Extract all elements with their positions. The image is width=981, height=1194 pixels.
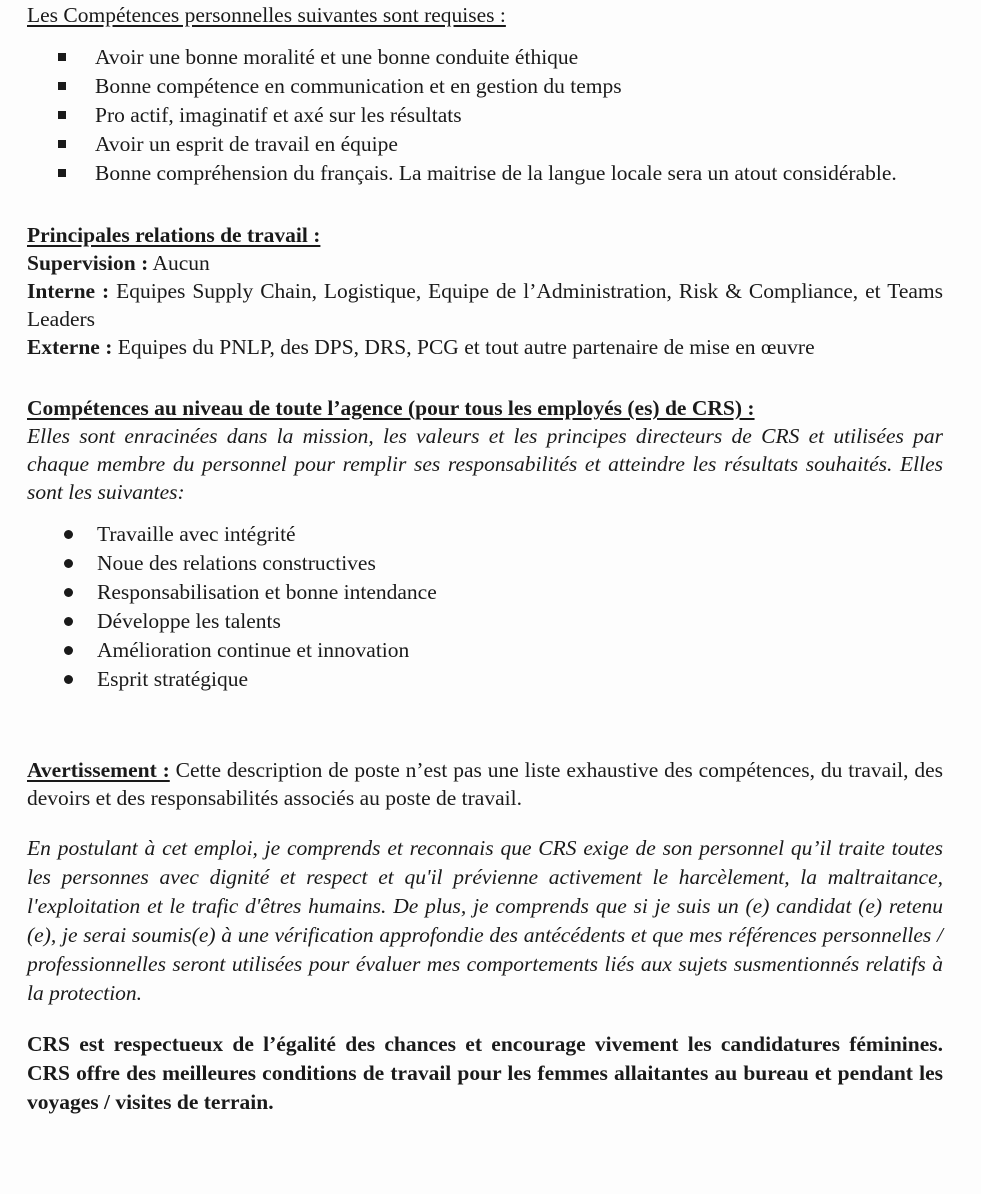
disclaimer-paragraph [27, 756, 943, 812]
list-item [97, 665, 962, 694]
list-item-label: Avoir un esprit de travail en équipe [95, 132, 398, 156]
round-bullet-icon [64, 588, 73, 597]
round-bullet-icon [64, 646, 73, 655]
list-item-label: Responsabilisation et bonne intendance [97, 580, 437, 604]
list-item-label: Travaille avec intégrité [97, 522, 296, 546]
agency-competencies-list [27, 520, 962, 694]
section-safeguarding-statement [27, 834, 962, 1008]
list-item-label: Pro actif, imaginatif et axé sur les résultats [95, 103, 462, 127]
list-item-label: Amélioration continue et innovation [97, 638, 410, 662]
supervision-value: Aucun [152, 251, 210, 275]
list-item [95, 72, 962, 101]
spacer [27, 694, 962, 756]
list-item [95, 101, 962, 130]
list-item [95, 159, 943, 188]
list-item [97, 578, 962, 607]
section-disclaimer [27, 756, 962, 812]
equal-opportunity-paragraph: CRS est respectueux de l’égalité des chances et encourage vivement les candidatures féminines. CRS offre des meilleures conditions de travail pour les femmes allaitantes au bureau et pendant les voyages / visites de terrain. [27, 1032, 943, 1114]
list-item [97, 549, 962, 578]
list-item-label: Noue des relations constructives [97, 551, 376, 575]
list-item [95, 130, 962, 159]
section-agency-competencies [27, 395, 962, 694]
supervision-label: Supervision : [27, 251, 149, 275]
interne-row [27, 277, 943, 333]
square-bullet-icon [58, 53, 66, 61]
section-personal-skills [27, 0, 962, 188]
spacer [27, 29, 962, 43]
square-bullet-icon [58, 169, 66, 177]
square-bullet-icon [58, 82, 66, 90]
round-bullet-icon [64, 675, 73, 684]
personal-skills-heading: Les Compétences personnelles suivantes sont requises : [27, 3, 506, 27]
list-item-label: Esprit stratégique [97, 667, 249, 691]
agency-competencies-heading: Compétences au niveau de toute l’agence (pour tous les employés (es) de CRS) : [27, 396, 755, 420]
externe-label: Externe : [27, 335, 113, 359]
round-bullet-icon [64, 530, 73, 539]
externe-row [27, 333, 962, 361]
section-equal-opportunity [27, 1030, 962, 1117]
list-item [97, 607, 962, 636]
list-item-label: Bonne compétence en communication et en gestion du temps [95, 74, 622, 98]
list-item-label: Bonne compréhension du français. La maitrise de la langue locale sera un atout considérable. [95, 161, 897, 185]
spacer [27, 812, 962, 834]
section-working-relationships [27, 222, 962, 361]
spacer [27, 1008, 962, 1030]
interne-label: Interne : [27, 279, 110, 303]
square-bullet-icon [58, 140, 66, 148]
working-relationships-heading: Principales relations de travail : [27, 223, 321, 247]
list-item [95, 43, 962, 72]
list-item [97, 636, 962, 665]
supervision-row [27, 249, 962, 277]
agency-competencies-intro: Elles sont enracinées dans la mission, les valeurs et les principes directeurs de CRS et utilisées par chaque membre du personnel pour remplir ses responsabilités et atteindre les résultats souhaités. Elles sont les suivantes: [27, 424, 943, 504]
externe-value: Equipes du PNLP, des DPS, DRS, PCG et tout autre partenaire de mise en œuvre [117, 335, 815, 359]
spacer [27, 361, 962, 395]
disclaimer-label: Avertissement : [27, 758, 170, 782]
disclaimer-text: Cette description de poste n’est pas une liste exhaustive des compétences, du travail, des devoirs et des responsabilités associés au poste de travail. [27, 758, 944, 810]
spacer [27, 506, 962, 520]
square-bullet-icon [58, 111, 66, 119]
interne-value: Equipes Supply Chain, Logistique, Equipe de l’Administration, Risk & Compliance, et Teams Leaders [27, 279, 943, 331]
round-bullet-icon [64, 559, 73, 568]
list-item [97, 520, 962, 549]
spacer [27, 188, 962, 222]
list-item-label: Avoir une bonne moralité et une bonne conduite éthique [95, 45, 579, 69]
safeguarding-paragraph: En postulant à cet emploi, je comprends et reconnais que CRS exige de son personnel qu’il traite toutes les personnes avec dignité et respect et qu'il prévienne activement le harcèlement, la maltraitance, l'exploitation et le trafic d'êtres humains. De plus, je comprends que si je suis un (e) candidat (e) retenu (e), je serai soumis(e) à une vérification approfondie des antécédents et que mes références personnelles / professionnelles seront utilisées pour évaluer mes comportements liés aux sujets susmentionnés relatifs à la protection. [27, 836, 943, 1005]
round-bullet-icon [64, 617, 73, 626]
list-item-label: Développe les talents [97, 609, 281, 633]
personal-skills-list [27, 43, 962, 188]
